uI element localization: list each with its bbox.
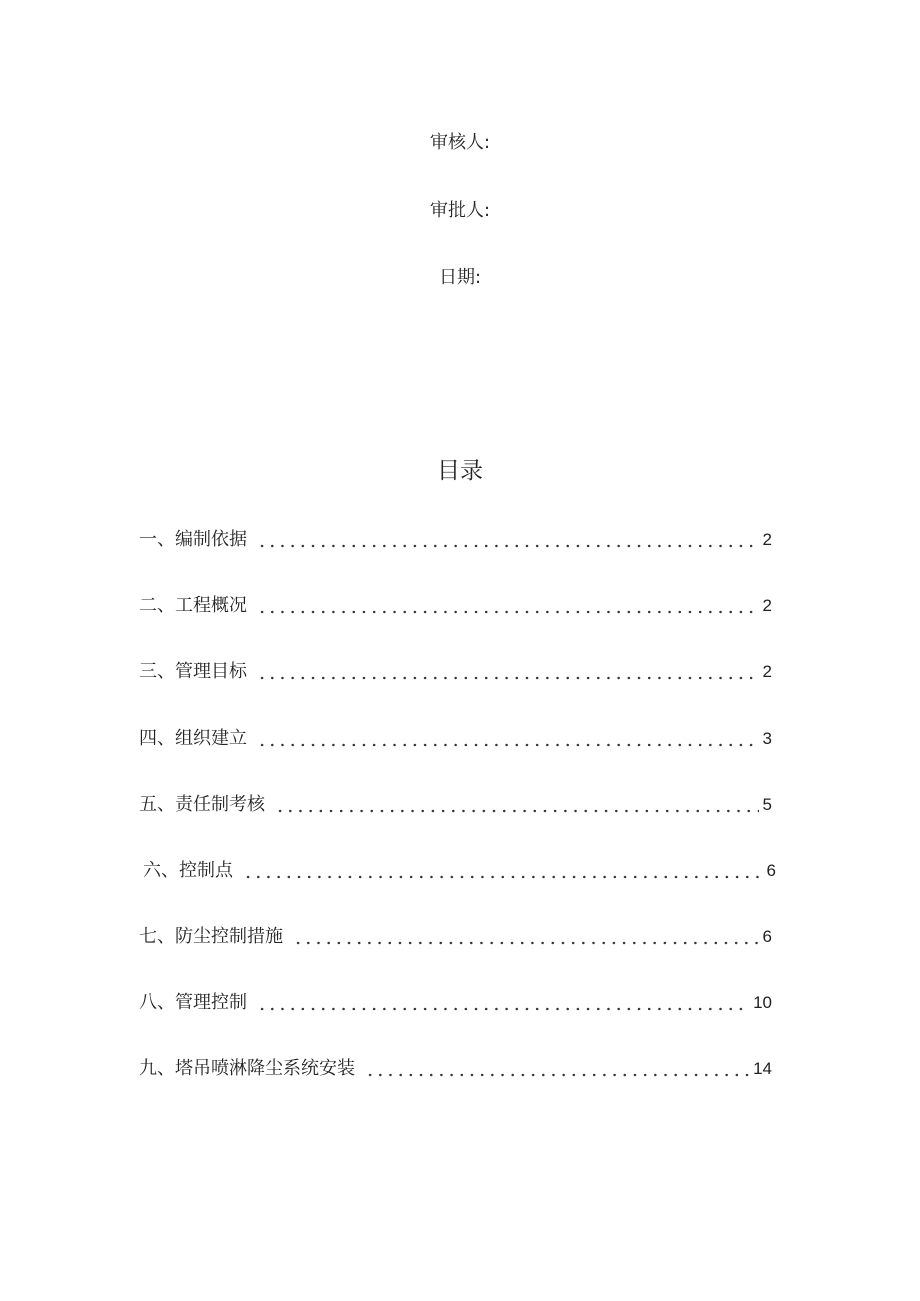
toc-entry-label: 二、工程概况 (139, 595, 247, 616)
toc-entry-page: 14 (753, 1059, 772, 1078)
toc-dot-leader (275, 792, 759, 818)
toc-entry-label: 四、组织建立 (139, 728, 247, 749)
toc-entry-label: 八、管理控制 (139, 992, 247, 1013)
approver-label: 审批人: (429, 200, 491, 221)
toc-entry-label: 一、编制依据 (139, 529, 247, 550)
toc-entry-label: 三、管理目标 (139, 661, 247, 682)
date-label: 日期: (438, 267, 482, 288)
toc-entry[interactable] (139, 659, 772, 685)
toc-entry-page: 2 (762, 530, 772, 549)
reviewer-label: 审核人: (429, 132, 491, 153)
toc-entry[interactable] (143, 858, 776, 884)
toc-dot-leader (257, 659, 759, 685)
toc-dot-leader (293, 924, 759, 950)
toc-entry-page: 6 (766, 861, 776, 880)
toc-entry[interactable] (139, 1056, 772, 1082)
toc-title: 目录 (437, 458, 483, 484)
toc-dot-leader (257, 726, 759, 752)
toc-entry-page: 6 (762, 927, 772, 946)
toc-dot-leader (365, 1056, 749, 1082)
toc-dot-leader (243, 858, 763, 884)
toc-entry[interactable] (139, 924, 772, 950)
toc-entry[interactable] (139, 593, 772, 619)
toc-entry-page: 3 (762, 729, 772, 748)
toc-entry-label: 九、塔吊喷淋降尘系统安装 (139, 1058, 355, 1079)
toc-entry-page: 2 (762, 662, 772, 681)
toc-entry-label: 六、控制点 (143, 860, 233, 881)
toc-dot-leader (257, 593, 759, 619)
toc-entry-label: 七、防尘控制措施 (139, 926, 283, 947)
toc-entry[interactable] (139, 527, 772, 553)
toc-entry-page: 10 (753, 993, 772, 1012)
toc-entry-page: 5 (762, 795, 772, 814)
toc-dot-leader (257, 990, 749, 1016)
toc-entry[interactable] (139, 792, 772, 818)
toc-dot-leader (257, 527, 759, 553)
toc-entry-label: 五、责任制考核 (139, 794, 265, 815)
toc-entry[interactable] (139, 990, 772, 1016)
toc-entry-page: 2 (762, 596, 772, 615)
toc-entry[interactable] (139, 726, 772, 752)
